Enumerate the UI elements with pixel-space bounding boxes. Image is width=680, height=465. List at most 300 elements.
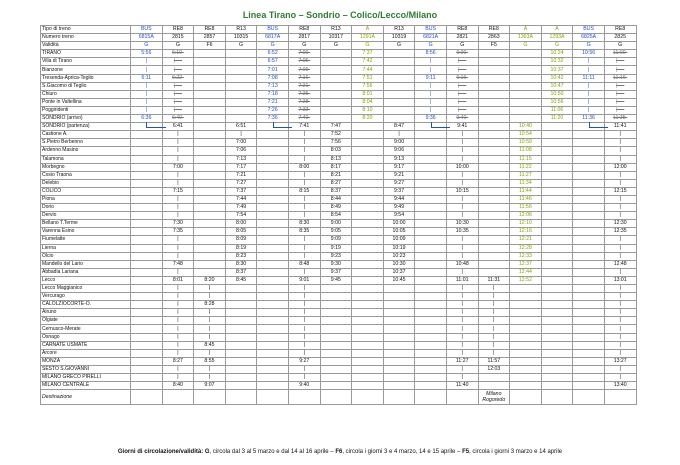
station-row [41,155,637,163]
time-cell: | [162,309,194,317]
station-row [41,252,637,260]
station-name: Delebio [41,179,131,187]
time-cell: 10:00 [383,220,415,228]
time-cell [257,171,289,179]
time-cell: 9:40- [446,115,478,123]
time-cell [415,293,447,301]
train-tipo: BUS [415,26,447,34]
time-cell [225,58,257,66]
time-cell [352,131,384,139]
time-cell: | [604,244,636,252]
time-cell [510,90,542,98]
time-cell [541,179,573,187]
time-cell: | [288,374,320,382]
time-cell: 8:47 [383,123,415,131]
time-cell [194,131,226,139]
time-cell: | [288,155,320,163]
time-cell [478,260,510,268]
time-cell: 7:00- [288,50,320,58]
station-name: Poggiridenti [41,106,131,114]
time-cell [352,301,384,309]
time-cell: | [162,365,194,373]
time-cell [510,50,542,58]
time-cell: | [162,212,194,220]
time-cell: | [288,341,320,349]
time-cell: 7:18 [257,90,289,98]
time-cell [541,131,573,139]
time-cell [352,293,384,301]
train-numero: 6825A [573,34,605,42]
time-cell: 8:44 [320,195,352,203]
time-cell [478,155,510,163]
connector-line [273,127,293,128]
time-cell [383,301,415,309]
time-cell: | [478,317,510,325]
time-cell [320,293,352,301]
time-cell [478,90,510,98]
time-cell [541,163,573,171]
station-name: TIRANO [41,50,131,58]
time-cell [541,349,573,357]
train-numero: 10317 [320,34,352,42]
train-validita: F6 [194,42,226,50]
time-cell: 6:11 [131,74,163,82]
station-row [41,268,637,276]
time-cell [415,236,447,244]
time-cell [257,244,289,252]
time-cell: 13:40 [604,382,636,390]
time-cell [352,212,384,220]
time-cell: |---- [162,106,194,114]
time-cell [131,187,163,195]
time-cell: 8:27 [320,179,352,187]
time-cell [352,187,384,195]
time-cell [257,163,289,171]
time-cell [573,163,605,171]
time-cell [320,365,352,373]
station-name: CALOLZIOCORTE-O. [41,301,131,309]
time-cell [194,260,226,268]
time-cell [415,325,447,333]
time-cell [510,309,542,317]
time-cell: | [604,317,636,325]
time-cell [257,365,289,373]
time-cell [573,179,605,187]
train-validita: F5 [478,42,510,50]
time-cell: | [162,285,194,293]
train-validita: G [162,42,194,50]
time-cell [352,228,384,236]
station-row [41,212,637,220]
time-cell: 10:48 [446,260,478,268]
time-cell [194,220,226,228]
time-cell: 11:08 [510,147,542,155]
time-cell: 8:20 [194,276,226,284]
time-cell [194,155,226,163]
time-cell [541,341,573,349]
train-tipo: BUS [131,26,163,34]
time-cell: | [194,309,226,317]
train-validita: G [446,42,478,50]
station-row [41,293,637,301]
time-cell [131,341,163,349]
time-cell [573,325,605,333]
station-row [41,106,637,114]
footer-f6-text: , circola i giorni 3 e 4 marzo, 14 e 15 aprile – [342,449,461,455]
time-cell [320,349,352,357]
time-cell: 7:51 [352,74,384,82]
time-cell: 7:41 [288,123,320,131]
station-name: Ardenno Masino [41,147,131,155]
time-cell [415,365,447,373]
station-row [41,163,637,171]
train-validita: G [288,42,320,50]
time-cell [225,50,257,58]
connector-line [589,127,609,128]
time-cell [541,382,573,390]
time-cell: | [604,131,636,139]
time-cell: 6:40- [162,115,194,123]
time-cell [478,147,510,155]
station-name: SONDRIO (partenza) [41,123,131,131]
time-cell [573,252,605,260]
time-cell: |---- [604,90,636,98]
time-cell: 7:28- [288,98,320,106]
header-row-numero [41,34,637,42]
time-cell [510,301,542,309]
time-cell: 10:19 [383,244,415,252]
station-name: Arcore [41,349,131,357]
station-row [41,349,637,357]
time-cell: 11:27 [510,171,542,179]
time-cell: 9:00 [383,139,415,147]
time-cell: | [446,252,478,260]
station-name: Mandello del Lario [41,260,131,268]
time-cell: | [604,341,636,349]
time-cell [415,349,447,357]
time-cell [478,382,510,390]
station-name: Olgiate [41,317,131,325]
time-cell [541,204,573,212]
time-cell [478,139,510,147]
time-cell [478,220,510,228]
time-cell [194,228,226,236]
time-cell [194,179,226,187]
time-cell [573,220,605,228]
time-cell: 10:56 [541,98,573,106]
time-cell: | [162,171,194,179]
time-cell [352,155,384,163]
time-cell: | [446,325,478,333]
time-cell: 9:40 [288,382,320,390]
destination-row [41,390,637,405]
time-cell: | [162,236,194,244]
station-name: Abbadia Lariana [41,268,131,276]
train-tipo: A [510,26,542,34]
time-cell [573,365,605,373]
time-cell [541,268,573,276]
time-cell [478,58,510,66]
time-cell: 12:28 [510,244,542,252]
time-cell: 8:56 [415,50,447,58]
time-cell [225,317,257,325]
time-cell: 10:32 [541,58,573,66]
destination-cell [131,390,163,405]
time-cell: 7:05- [288,58,320,66]
time-cell: | [446,349,478,357]
time-cell: | [162,139,194,147]
time-cell [131,268,163,276]
time-cell: | [604,139,636,147]
time-cell [320,98,352,106]
time-cell: 11:56 [510,204,542,212]
time-cell: 11:46 [510,195,542,203]
time-cell: 11:34 [510,179,542,187]
train-validita: G [225,42,257,50]
station-row [41,179,637,187]
connector-line [431,127,451,128]
time-cell: 10:35 [446,228,478,236]
time-cell [320,333,352,341]
time-cell [352,171,384,179]
time-cell [257,349,289,357]
time-cell: 10:42 [541,74,573,82]
time-cell [352,285,384,293]
time-cell: | [162,195,194,203]
time-cell: 8:00 [225,220,257,228]
train-numero: 6817A [257,34,289,42]
time-cell: 12:30 [604,220,636,228]
time-cell [541,171,573,179]
train-numero: 10315 [225,34,257,42]
time-cell [541,357,573,365]
time-cell: 9:01 [288,276,320,284]
time-cell: 8:49 [320,204,352,212]
time-cell: | [162,252,194,260]
time-cell [478,195,510,203]
time-cell: 7:21 [257,98,289,106]
time-cell: | [446,212,478,220]
station-name: Fiumelatte [41,236,131,244]
time-cell: 9:06 [383,147,415,155]
time-cell: |---- [446,90,478,98]
time-cell [510,82,542,90]
time-cell [257,309,289,317]
header-label: Tipo di treno [41,26,131,34]
time-cell: | [131,66,163,74]
time-cell [478,228,510,236]
time-cell [194,123,226,131]
time-cell [257,212,289,220]
time-cell: 11:00- [604,50,636,58]
time-cell: 5:56 [131,50,163,58]
time-cell: | [446,195,478,203]
time-cell [225,374,257,382]
time-cell [352,349,384,357]
time-cell [415,252,447,260]
time-cell: | [288,244,320,252]
time-cell: |---- [604,106,636,114]
station-name: Morbegno [41,163,131,171]
time-cell: |---- [162,66,194,74]
time-cell: | [288,309,320,317]
time-cell [320,66,352,74]
time-cell [510,349,542,357]
time-cell [352,139,384,147]
time-cell: 8:37 [320,187,352,195]
time-cell: 8:45 [194,341,226,349]
time-cell [257,341,289,349]
time-cell: 10:30 [383,260,415,268]
time-cell [352,252,384,260]
destination-cell [320,390,352,405]
destination-cell [573,390,605,405]
time-cell: 8:21 [320,171,352,179]
time-cell [383,365,415,373]
train-numero: 2821 [446,34,478,42]
time-cell: | [446,236,478,244]
time-cell: | [288,252,320,260]
time-cell [510,317,542,325]
time-cell [194,244,226,252]
train-numero: 2817 [288,34,320,42]
time-cell: 6:57 [257,58,289,66]
destination-cell [352,390,384,405]
time-cell: 10:47 [541,82,573,90]
time-cell: 10:37 [541,66,573,74]
time-cell [131,131,163,139]
train-validita: G [541,42,573,50]
train-tipo: RE8 [162,26,194,34]
station-name: Chiuro [41,90,131,98]
time-cell: | [573,82,605,90]
time-cell [320,90,352,98]
time-cell [225,90,257,98]
time-cell: 12:16 [510,228,542,236]
time-cell [415,374,447,382]
time-cell: 11:16- [604,74,636,82]
station-row [41,131,637,139]
train-numero: 2857 [194,34,226,42]
time-cell [541,260,573,268]
station-row [41,66,637,74]
time-cell: | [288,139,320,147]
time-cell [257,252,289,260]
time-cell: 7:49 [225,204,257,212]
time-cell: 11:35- [604,115,636,123]
time-cell: | [604,195,636,203]
time-cell: | [604,179,636,187]
time-cell: 9:27 [383,179,415,187]
train-tipo: A [352,26,384,34]
station-name: Olcio [41,252,131,260]
time-cell [573,333,605,341]
time-cell [383,349,415,357]
time-cell [131,301,163,309]
time-cell: 9:27 [288,357,320,365]
station-row [41,276,637,284]
time-cell [510,293,542,301]
time-cell: 7:42 [352,58,384,66]
time-cell: 12:37 [510,260,542,268]
time-cell [194,98,226,106]
time-cell: 12:21 [510,236,542,244]
time-cell: |---- [446,82,478,90]
time-cell: 8:55 [194,357,226,365]
time-cell [257,293,289,301]
time-cell: 9:49 [383,204,415,212]
train-numero: 6815A [131,34,163,42]
time-cell [415,171,447,179]
train-numero: 2825 [604,34,636,42]
time-cell: 13:01 [604,276,636,284]
time-cell [194,204,226,212]
time-cell [194,106,226,114]
station-row [41,187,637,195]
time-cell [131,357,163,365]
time-cell: | [478,309,510,317]
station-row [41,139,637,147]
time-cell [541,285,573,293]
time-cell: 8:54 [320,212,352,220]
time-cell [478,179,510,187]
time-cell [320,382,352,390]
time-cell: 9:41 [446,123,478,131]
time-cell [478,163,510,171]
time-cell [352,179,384,187]
time-cell [573,309,605,317]
time-cell [541,309,573,317]
time-cell [257,204,289,212]
station-row [41,90,637,98]
time-cell [194,50,226,58]
time-cell [573,195,605,203]
time-cell [352,276,384,284]
time-cell [352,204,384,212]
time-cell: 7:54 [225,212,257,220]
station-row [41,204,637,212]
time-cell: | [446,309,478,317]
time-cell: 8:35 [288,228,320,236]
time-cell: |---- [446,98,478,106]
time-cell: 10:45 [383,276,415,284]
time-cell [257,139,289,147]
time-cell: | [446,293,478,301]
train-tipo: A [541,26,573,34]
time-cell: 7:56 [320,139,352,147]
time-cell [510,98,542,106]
time-cell [383,357,415,365]
header-row-tipo [41,26,637,34]
time-cell [541,365,573,373]
time-cell: 12:06 [510,212,542,220]
time-cell [131,252,163,260]
time-cell: | [604,171,636,179]
time-cell [352,333,384,341]
time-cell [478,106,510,114]
time-cell: 8:20 [352,115,384,123]
time-cell: 8:01 [352,90,384,98]
time-cell: 9:00- [446,50,478,58]
time-cell: 12:35 [604,228,636,236]
time-cell [478,187,510,195]
time-cell [573,268,605,276]
time-cell: 7:25- [288,90,320,98]
time-cell [257,131,289,139]
station-name: Talamona [41,155,131,163]
time-cell: 8:15 [288,187,320,195]
time-cell: | [288,365,320,373]
